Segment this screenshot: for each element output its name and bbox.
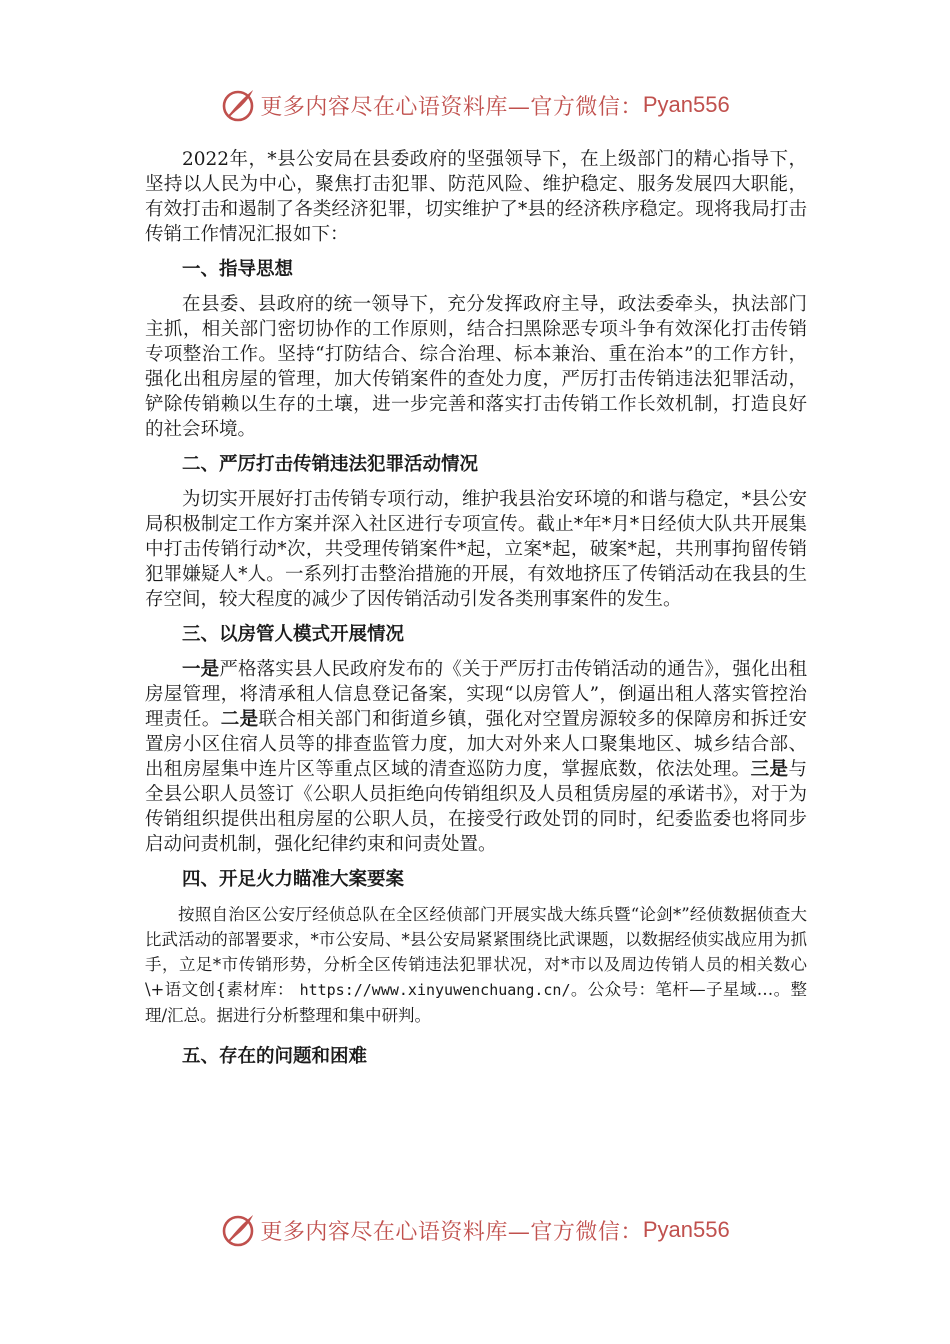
intro-paragraph: 2022年，*县公安局在县委政府的坚强领导下，在上级部门的精心指导下，坚持以人民为中心，聚焦打击犯罪、防范风险、维护稳定、服务发展四大职能，有效打击和遏制了各类经济犯罪，切实维护了*县的经济秩序稳定。现将我局打击传销工作情况汇报如下： xyxy=(145,149,807,245)
lead-second: 二是 xyxy=(220,709,259,730)
lead-first: 一是 xyxy=(182,659,220,680)
document-body xyxy=(145,147,807,1079)
section-heading-4: 四、开足火力瞄准大案要案 xyxy=(182,869,405,890)
quill-logo-icon xyxy=(220,87,256,123)
resource-url-link[interactable]: https://www.xinyuwenchuang.cn/ xyxy=(299,981,571,999)
section-body-3 xyxy=(145,657,807,857)
section-heading-1: 一、指导思想 xyxy=(182,259,294,280)
section-heading-3: 三、以房管人模式开展情况 xyxy=(182,624,405,645)
lead-third: 三是 xyxy=(750,759,789,780)
banner-wechat-id: Pyan556 xyxy=(642,1217,730,1242)
header-banner xyxy=(0,83,950,127)
section-heading-5: 五、存在的问题和困难 xyxy=(182,1046,368,1067)
quill-logo-icon xyxy=(220,1212,256,1248)
section-heading-2: 二、严厉打击传销违法犯罪活动情况 xyxy=(182,454,479,475)
section-4-text-a: 按照自治区公安厅经侦总队在全区经侦部门开展实战大练兵暨“论剑*”经侦数据侦查大比武活动的部署要求，*市公安局、*县公安局紧紧围绕比武课题，以数据经侦实战应用为抓手，立足*市传销形势，分析全区传销违法犯罪状况，对*市以及周边传销人员的相关数心\+语文创{素材库： xyxy=(145,905,807,999)
text-second: 联合相关部门和街道乡镇，强化对空置房源较多的保障房和拆迁安置房小区住宿人员等的排查监管力度，加大对外来人口聚集地区、城乡结合部、出租房屋集中连片区等重点区域的清查巡防力度，掌握底数，依法处理。 xyxy=(145,709,807,780)
text-third: 与全县公职人员签订《公职人员拒绝向传销组织及人员租赁房屋的承诺书》，对于为传销组织提供出租房屋的公职人员，在接受行政处罚的同时，纪委监委也将同步启动问责机制，强化纪律约束和问责处置。 xyxy=(145,759,807,855)
section-4-text-b: 。公众号：笔杆—子星域…。整理/汇总。据进行分析整理和集中研判。 xyxy=(145,980,807,1025)
banner-text: 更多内容尽在心语资料库—官方微信： xyxy=(260,1219,643,1245)
banner-wechat-id: Pyan556 xyxy=(642,92,730,117)
text-first: 严格落实县人民政府发布的《关于严厉打击传销活动的通告》，强化出租房屋管理，将清承租人信息登记备案，实现“以房管人”，倒逼出租人落实管控治理责任。 xyxy=(145,659,807,730)
banner-text: 更多内容尽在心语资料库—官方微信： xyxy=(260,94,643,120)
section-body-1: 在县委、县政府的统一领导下，充分发挥政府主导，政法委牵头，执法部门主抓，相关部门密切协作的工作原则，结合扫黑除恶专项斗争有效深化打击传销专项整治工作。坚持“打防结合、综合治理、标本兼治、重在治本”的工作方针，强化出租房屋的管理，加大传销案件的查处力度，严厉打击传销违法犯罪活动，铲除传销赖以生存的土壤，进一步完善和落实打击传销工作长效机制，打造良好的社会环境。 xyxy=(145,294,807,440)
section-body-4 xyxy=(145,902,807,1028)
section-body-2: 为切实开展好打击传销专项行动，维护我县治安环境的和谐与稳定，*县公安局积极制定工作方案并深入社区进行专项宣传。截止*年*月*日经侦大队共开展集中打击传销行动*次，共受理传销案件*起，立案*起，破案*起，共刑事拘留传销犯罪嫌疑人*人。一系列打击整治措施的开展，有效地挤压了传销活动在我县的生存空间，较大程度的减少了因传销活动引发各类刑事案件的发生。 xyxy=(145,489,807,610)
footer-banner xyxy=(0,1208,950,1252)
